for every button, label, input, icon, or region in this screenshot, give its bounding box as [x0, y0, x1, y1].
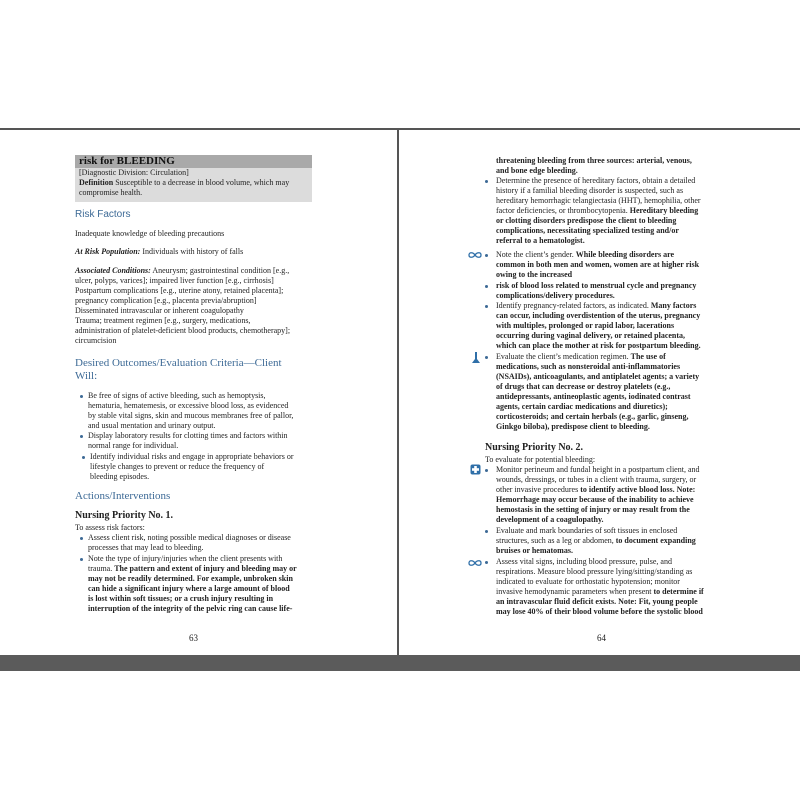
bullet — [485, 305, 488, 308]
priority-2-intro: To evaluate for potential bleeding: — [485, 455, 596, 464]
hereditary-factors: Determine the presence of hereditary factors, obtain a detailed history if a familial bleeding disorder is suspected, such as hereditary hemorrhagic telangiectasia (HHT), hemophilia, other factor deficiencies, or thrombocytopenia. Hereditary bleeding or clotting disorders predispose the client to bleeding complications, necessitating specialized testing and/or referral to a hematologist. — [496, 176, 701, 245]
page-64 — [399, 130, 800, 655]
infinity-icon — [468, 559, 482, 567]
vital-signs: Assess vital signs, including blood pressure, pulse, and respirations. Measure blood pressure lying/sitting/standing as indicated to evaluate for orthostatic hypotension; monitor invasive hemodynamic parameters when present to determine if an intravascular fluid deficit exists. Note: Fit, young people may lose 40% of their blood volume before the systolic blood — [496, 557, 704, 616]
diagnosis-title: risk for BLEEDING — [79, 155, 175, 167]
bullet — [485, 530, 488, 533]
bullet — [485, 356, 488, 359]
continued-text: threatening bleeding from three sources: arterial, venous, and bone edge bleeding. — [496, 156, 692, 175]
soft-tissue-eval: Evaluate and mark boundaries of soft tissues in enclosed structures, such as a leg or abdomen, to document expanding bruises or hematomas. — [496, 526, 696, 555]
definition-line: Definition Susceptible to a decrease in blood volume, which may — [79, 178, 290, 187]
p1-bullet-1: Assess client risk, noting possible medical diagnoses or disease processes that may lead to bleeding. — [88, 533, 291, 552]
medical-cross-icon — [470, 464, 481, 475]
p1-bullet-2: Note the type of injury/injuries when the client presents with trauma. The pattern and extent of injury and bleeding may or may not be readily determined. For example, unbroken skin can hide a significant injury where a large amount of blood is lost within soft tissues; or a crush injury resulting in interruption of the integrity of the pelvic ring can cause life- — [88, 554, 297, 613]
page-number-64: 64 — [597, 633, 606, 643]
priority-1-heading: Nursing Priority No. 1. — [75, 510, 174, 521]
definition-line-2: compromise health. — [79, 188, 143, 197]
risk-factors-heading: Risk Factors — [75, 209, 131, 220]
bullet — [485, 285, 488, 288]
outcome-2: Display laboratory results for clotting times and factors within normal range for individual. — [88, 431, 288, 450]
bullet — [485, 469, 488, 472]
outcomes-heading: Desired Outcomes/Evaluation Criteria—Client Will: — [75, 357, 282, 382]
bullet — [485, 180, 488, 183]
bullet — [80, 395, 83, 398]
bullet — [80, 558, 83, 561]
pregnancy-factors: Identify pregnancy-related factors, as indicated. Many factors can occur, including overdistention of the uterus, pregnancy with multiples, prolonged or rapid labor, lacerations occurring during vaginal delivery, or retained placenta, which can place the mother at risk for postpartum bleeding. — [496, 301, 701, 350]
page-number-63: 63 — [189, 633, 198, 643]
at-risk-population: At Risk Population: Individuals with history of falls — [75, 247, 244, 256]
bullet — [485, 254, 488, 257]
bullet — [82, 456, 85, 459]
actions-heading: Actions/Interventions — [75, 490, 171, 502]
priority-2-heading: Nursing Priority No. 2. — [485, 442, 584, 453]
page-63 — [0, 130, 397, 655]
monitor-perineum: Monitor perineum and fundal height in a postpartum client, and wounds, dressings, or tubes in a client with trauma, surgery, or other invasive procedures to identify active blood loss. Note: Hemorrhage may occur because of the inability to achieve hemostasis in the setting of injury or may result from the development of a coagulopathy. — [496, 465, 700, 524]
diagnostic-division: [Diagnostic Division: Circulation] — [79, 168, 189, 177]
viewer-bottom-bar — [0, 655, 800, 671]
priority-1-intro: To assess risk factors: — [75, 523, 145, 532]
gender-note: Note the client’s gender. While bleeding disorders are common in both men and women, women are at higher risk owing to the increased — [496, 250, 700, 279]
associated-conditions: Associated Conditions: Aneurysm; gastrointestinal condition [e.g., ulcer, polyps, varices]; impaired liver function [e.g., cirrhosis] Postpartum complications [e.g., uterine atony, retained placenta]; pregnancy complication [e.g., placenta previa/abruption] Disseminated intravascular or inherent coagulopathy Trauma; treatment regimen [e.g., surgery, medications, administration of platelet-deficient blood products, chemotherapy]; circumcision — [75, 266, 291, 345]
bullet — [485, 561, 488, 564]
outcome-3: Identify individual risks and engage in appropriate behaviors or lifestyle changes to prevent or reduce the frequency of bleeding episodes. — [90, 452, 294, 481]
tube-icon — [471, 352, 481, 364]
menstrual-risk: risk of blood loss related to menstrual cycle and pregnancy complications/delivery procedures. — [496, 281, 697, 300]
outcome-1: Be free of signs of active bleeding, such as hemoptysis, hematuria, hematemesis, or excessive blood loss, as evidenced by stable vital signs, skin and mucous membranes free of pallor, and usual mentation and urinary output. — [88, 391, 294, 430]
bullet — [80, 435, 83, 438]
risk-factor-1: Inadequate knowledge of bleeding precautions — [75, 229, 225, 238]
infinity-icon — [468, 251, 482, 259]
medication-regimen: Evaluate the client’s medication regimen. The use of medications, such as nonsteroidal anti-inflammatories (NSAIDs), anticoagulants, and antiplatelet agents; a variety of drugs that can decrease or destroy platelets (e.g., antidepressants, antineoplastic agents, iodinated contrast agents, certain cardiac medications and diuretics); corticosteroids; and certain herbals (e.g., garlic, ginseng, Ginkgo biloba), predispose client to bleeding. — [496, 352, 700, 431]
bullet — [80, 537, 83, 540]
